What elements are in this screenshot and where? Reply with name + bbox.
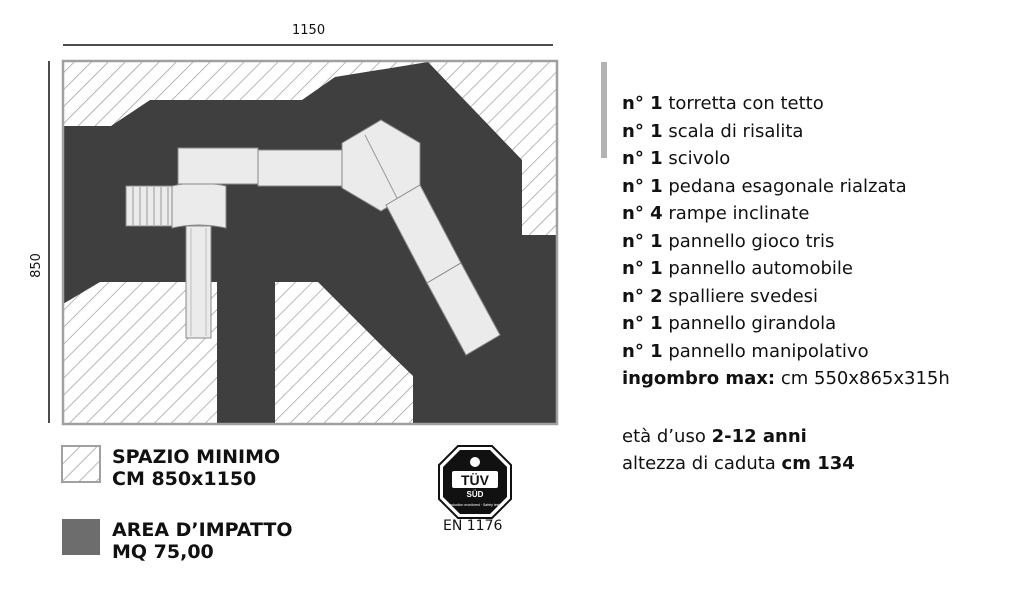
ramp-upper-right — [258, 150, 344, 186]
component-list — [622, 90, 950, 393]
legend-impact-area-title: AREA D’IMPATTO — [112, 519, 293, 541]
certification-standard: EN 1176 — [443, 518, 503, 534]
impact-area-swatch — [62, 519, 100, 555]
component-item: n° 1 pannello gioco tris — [622, 230, 835, 252]
component-item: n° 1 scala di risalita — [622, 120, 804, 142]
component-item: n° 1 torretta con tetto — [622, 93, 824, 114]
fall-height: altezza di caduta cm 134 — [622, 453, 855, 474]
component-item: n° 2 spalliere svedesi — [622, 285, 819, 307]
legend-impact-area-size: MQ 75,00 — [112, 541, 214, 563]
component-item: n° 1 pedana esagonale rialzata — [622, 175, 907, 197]
max-size: ingombro max: cm 550x865x315h — [622, 368, 950, 389]
legend-impact-area-text — [112, 519, 293, 563]
minimum-space-swatch — [62, 446, 100, 482]
tuv-sud-certification-icon — [439, 446, 511, 518]
component-item: n° 1 pannello manipolativo — [622, 340, 869, 362]
height-dimension-label: 850 — [28, 253, 44, 278]
tuv-sub-text: SÜD — [466, 490, 484, 499]
age-range: età d’uso 2-12 anni — [622, 426, 807, 447]
usage-info — [622, 423, 855, 477]
width-dimension-label: 1150 — [292, 23, 326, 38]
legend-minimum-space-title: SPAZIO MINIMO — [112, 446, 281, 468]
component-item: n° 4 rampe inclinate — [622, 203, 810, 224]
component-item: n° 1 pannello girandola — [622, 313, 837, 334]
tuv-mark-text: TÜV — [461, 472, 489, 488]
accent-bar — [601, 62, 607, 158]
tower-with-roof — [172, 183, 226, 228]
component-item: n° 1 pannello automobile — [622, 258, 853, 279]
ramp-upper-left — [178, 148, 258, 184]
tuv-fine-print: Production monitored · Safety tested — [446, 503, 504, 507]
legend-minimum-space-size: CM 850x1150 — [112, 468, 257, 490]
slide — [186, 226, 211, 338]
component-item: n° 1 scivolo — [622, 148, 731, 169]
legend-minimum-space-text — [112, 446, 280, 490]
